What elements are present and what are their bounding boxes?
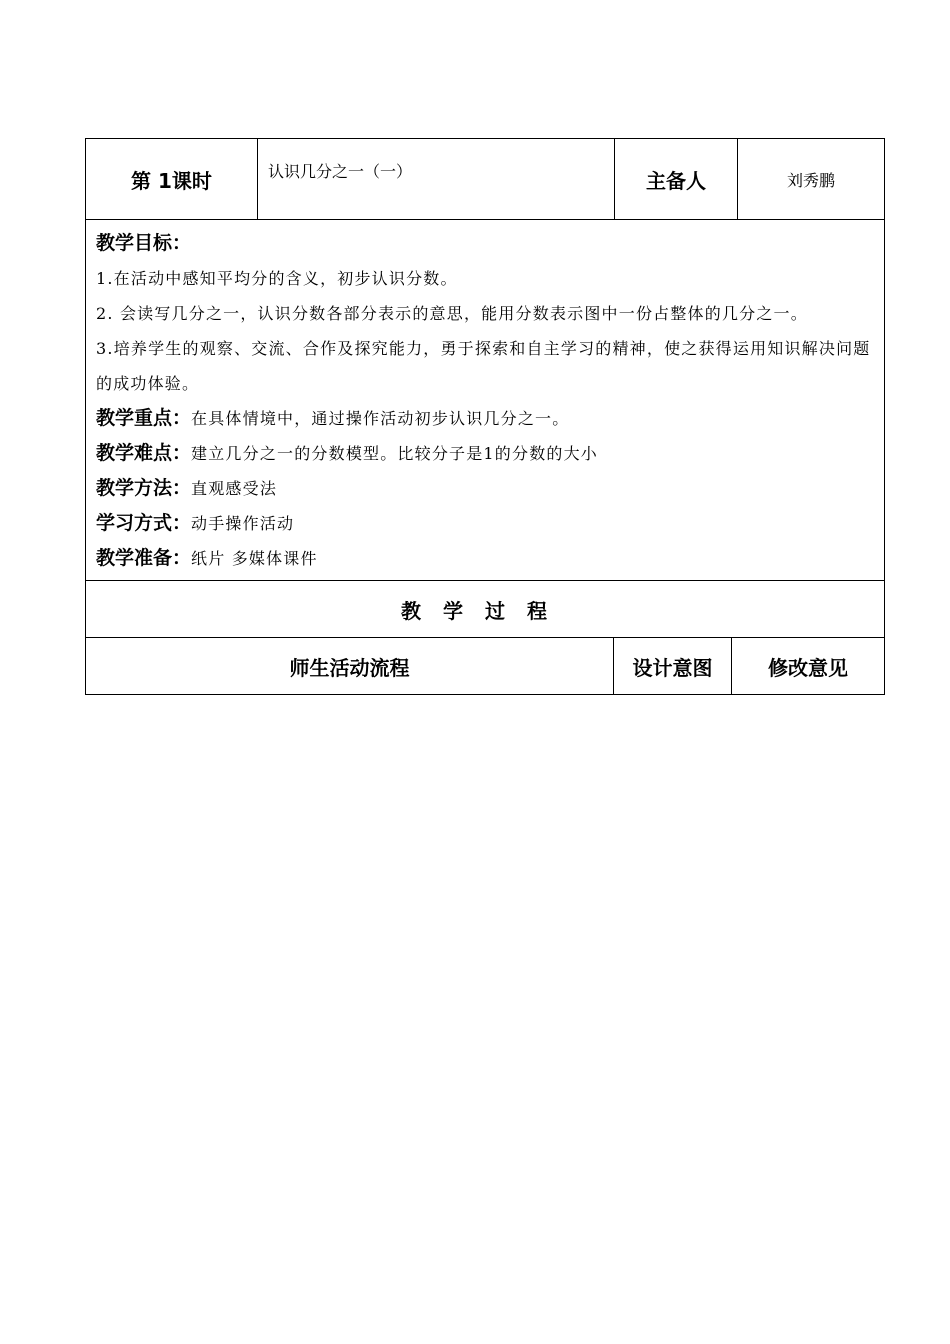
- preparer-name: 刘秀鹏: [738, 139, 885, 220]
- lesson-plan-table: [85, 138, 885, 695]
- content-row: [86, 220, 885, 581]
- method-line: [96, 471, 874, 506]
- learning-mode-label: 学习方式：: [96, 512, 192, 534]
- method-label: 教学方法：: [96, 477, 192, 499]
- process-columns-row: [86, 638, 885, 695]
- key-points-line: [96, 401, 874, 436]
- column-activity-flow: 师生活动流程: [86, 638, 614, 695]
- learning-mode-line: [96, 506, 874, 541]
- preparation-line: [96, 541, 874, 576]
- column-design-intent: 设计意图: [614, 638, 732, 695]
- objective-item: 3.培养学生的观察、交流、合作及探究能力，勇于探索和自主学习的精神，使之获得运用知识解决问题的成功体验。: [96, 339, 871, 393]
- difficulties-label: 教学难点：: [96, 442, 192, 464]
- process-title: 教学过程: [86, 581, 885, 638]
- key-points-label: 教学重点：: [96, 407, 192, 429]
- objective-item: 2. 会读写几分之一，认识分数各部分表示的意思，能用分数表示图中一份占整体的几分之一。: [96, 304, 808, 323]
- lesson-title: 认识几分之一（一）: [258, 139, 615, 220]
- header-row: [86, 139, 885, 220]
- lesson-number: 第 1课时: [86, 139, 258, 220]
- difficulties-line: [96, 436, 874, 471]
- key-points-text: 在具体情境中，通过操作活动初步认识几分之一。: [191, 409, 570, 428]
- method-text: 直观感受法: [191, 479, 278, 498]
- objectives-label: 教学目标：: [96, 232, 192, 254]
- objective-item: 1.在活动中感知平均分的含义，初步认识分数。: [96, 269, 458, 288]
- column-revision-notes: 修改意见: [732, 638, 885, 695]
- process-title-row: [86, 581, 885, 638]
- preparer-label: 主备人: [615, 139, 738, 220]
- difficulties-text: 建立几分之一的分数模型。比较分子是1的分数的大小: [191, 444, 598, 463]
- preparation-text: 纸片 多媒体课件: [191, 549, 318, 568]
- preparation-label: 教学准备：: [96, 547, 192, 569]
- lesson-details: [86, 220, 885, 581]
- learning-mode-text: 动手操作活动: [191, 514, 295, 533]
